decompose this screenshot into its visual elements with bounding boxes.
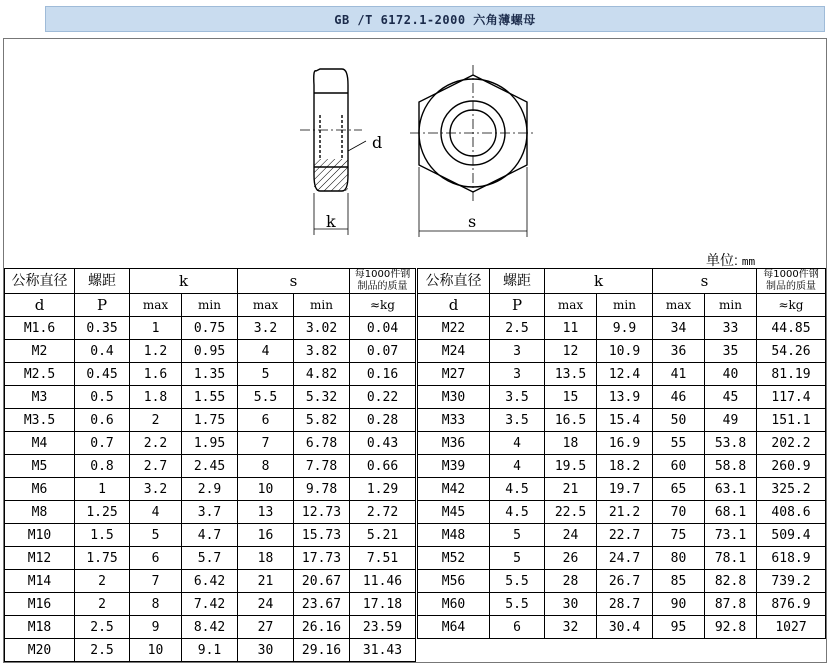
table-row (5, 386, 416, 409)
cell-k-min: 1.75 (182, 409, 238, 432)
side-view (300, 69, 366, 235)
table-row (5, 639, 416, 662)
cell-k-min: 5.7 (182, 547, 238, 570)
cell-mass: 5.21 (350, 524, 416, 547)
cell-d: M52 (418, 547, 490, 570)
header-k-max: max (130, 294, 182, 317)
cell-d: M56 (418, 570, 490, 593)
cell-d: M12 (5, 547, 75, 570)
cell-mass: 0.66 (350, 455, 416, 478)
cell-mass: 1027 (757, 616, 826, 639)
cell-k-min: 24.7 (597, 547, 653, 570)
cell-d: M18 (5, 616, 75, 639)
cell-p: 0.5 (75, 386, 130, 409)
cell-s-max: 70 (653, 501, 705, 524)
cell-s-max: 18 (238, 547, 294, 570)
header-k-min: min (182, 294, 238, 317)
header-d: d (418, 294, 490, 317)
cell-k-max: 18 (545, 432, 597, 455)
cell-k-max: 24 (545, 524, 597, 547)
cell-p: 5.5 (490, 593, 545, 616)
cell-k-min: 12.4 (597, 363, 653, 386)
cell-s-max: 5.5 (238, 386, 294, 409)
cell-mass: 618.9 (757, 547, 826, 570)
header-k: k (545, 269, 653, 294)
table-row (418, 386, 826, 409)
cell-k-max: 1.8 (130, 386, 182, 409)
cell-s-min: 58.8 (705, 455, 757, 478)
label-k: k (326, 212, 336, 231)
cell-s-max: 8 (238, 455, 294, 478)
cell-s-max: 7 (238, 432, 294, 455)
cell-s-min: 82.8 (705, 570, 757, 593)
cell-d: M33 (418, 409, 490, 432)
table-row (5, 501, 416, 524)
cell-k-max: 5 (130, 524, 182, 547)
cell-k-max: 3.2 (130, 478, 182, 501)
cell-s-min: 9.78 (294, 478, 350, 501)
header-s-min: min (294, 294, 350, 317)
cell-s-max: 36 (653, 340, 705, 363)
cell-mass: 54.26 (757, 340, 826, 363)
table-row (418, 317, 826, 340)
cell-mass: 325.2 (757, 478, 826, 501)
cell-k-max: 1.6 (130, 363, 182, 386)
cell-s-min: 17.73 (294, 547, 350, 570)
spec-table-right (417, 268, 826, 639)
cell-p: 2 (75, 570, 130, 593)
cell-k-max: 32 (545, 616, 597, 639)
header-mass (350, 269, 416, 294)
header-k-min: min (597, 294, 653, 317)
cell-k-min: 0.75 (182, 317, 238, 340)
cell-mass: 117.4 (757, 386, 826, 409)
table-row (5, 317, 416, 340)
header-p: P (75, 294, 130, 317)
table-row (5, 616, 416, 639)
table-row (5, 363, 416, 386)
header-s: s (238, 269, 350, 294)
table-row (5, 409, 416, 432)
header-d-cn: 公称直径 (5, 269, 75, 294)
cell-p: 0.35 (75, 317, 130, 340)
cell-d: M3.5 (5, 409, 75, 432)
cell-mass: 151.1 (757, 409, 826, 432)
cell-mass: 23.59 (350, 616, 416, 639)
cell-mass: 31.43 (350, 639, 416, 662)
cell-p: 0.8 (75, 455, 130, 478)
cell-k-max: 7 (130, 570, 182, 593)
table-row (5, 593, 416, 616)
cell-d: M5 (5, 455, 75, 478)
table-row (418, 455, 826, 478)
cell-mass: 11.46 (350, 570, 416, 593)
table-row (418, 524, 826, 547)
cell-p: 2.5 (490, 317, 545, 340)
table-row (5, 340, 416, 363)
cell-p: 5.5 (490, 570, 545, 593)
cell-p: 2.5 (75, 616, 130, 639)
cell-s-max: 34 (653, 317, 705, 340)
cell-k-max: 6 (130, 547, 182, 570)
table-row (5, 432, 416, 455)
cell-s-min: 5.82 (294, 409, 350, 432)
cell-s-min: 3.02 (294, 317, 350, 340)
table-row (5, 478, 416, 501)
cell-k-min: 13.9 (597, 386, 653, 409)
cell-k-min: 10.9 (597, 340, 653, 363)
cell-s-max: 75 (653, 524, 705, 547)
table-row (418, 409, 826, 432)
cell-mass: 509.4 (757, 524, 826, 547)
cell-s-max: 60 (653, 455, 705, 478)
cell-d: M1.6 (5, 317, 75, 340)
cell-d: M27 (418, 363, 490, 386)
cell-p: 0.45 (75, 363, 130, 386)
table-row (5, 524, 416, 547)
cell-k-max: 1 (130, 317, 182, 340)
header-mass-line2: 制品的质量 (766, 281, 816, 292)
cell-mass: 44.85 (757, 317, 826, 340)
unit-caption: 单位: (706, 252, 738, 268)
cell-k-max: 2 (130, 409, 182, 432)
cell-k-max: 15 (545, 386, 597, 409)
cell-k-max: 22.5 (545, 501, 597, 524)
table-row (418, 340, 826, 363)
cell-s-max: 41 (653, 363, 705, 386)
right-table-body (418, 317, 826, 639)
cell-p: 4.5 (490, 501, 545, 524)
header-s-max: max (238, 294, 294, 317)
cell-k-max: 9 (130, 616, 182, 639)
cell-k-min: 1.35 (182, 363, 238, 386)
cell-k-max: 2.2 (130, 432, 182, 455)
cell-p: 1 (75, 478, 130, 501)
cell-d: M36 (418, 432, 490, 455)
cell-d: M42 (418, 478, 490, 501)
cell-s-max: 16 (238, 524, 294, 547)
cell-k-min: 1.55 (182, 386, 238, 409)
cell-k-min: 19.7 (597, 478, 653, 501)
header-mass-line2: 制品的质量 (357, 281, 408, 292)
cell-k-min: 3.7 (182, 501, 238, 524)
cell-d: M3 (5, 386, 75, 409)
cell-s-max: 90 (653, 593, 705, 616)
cell-mass: 876.9 (757, 593, 826, 616)
cell-s-min: 5.32 (294, 386, 350, 409)
cell-s-max: 65 (653, 478, 705, 501)
cell-s-max: 21 (238, 570, 294, 593)
cell-s-max: 4 (238, 340, 294, 363)
cell-k-min: 18.2 (597, 455, 653, 478)
cell-k-max: 28 (545, 570, 597, 593)
cell-s-min: 40 (705, 363, 757, 386)
cell-s-min: 20.67 (294, 570, 350, 593)
cell-d: M24 (418, 340, 490, 363)
cell-k-max: 30 (545, 593, 597, 616)
cell-d: M48 (418, 524, 490, 547)
cell-d: M10 (5, 524, 75, 547)
cell-k-min: 8.42 (182, 616, 238, 639)
cell-d: M64 (418, 616, 490, 639)
table-row (418, 501, 826, 524)
cell-s-min: 12.73 (294, 501, 350, 524)
cell-s-max: 13 (238, 501, 294, 524)
header-s-max: max (653, 294, 705, 317)
header-mass-unit: ≈kg (350, 294, 416, 317)
cell-d: M16 (5, 593, 75, 616)
cell-d: M20 (5, 639, 75, 662)
cell-p: 2.5 (75, 639, 130, 662)
header-mass-unit: ≈kg (757, 294, 826, 317)
label-s: s (468, 212, 477, 231)
table-row (418, 363, 826, 386)
cell-s-min: 3.82 (294, 340, 350, 363)
cell-p: 4 (490, 455, 545, 478)
cell-s-max: 46 (653, 386, 705, 409)
cell-k-min: 30.4 (597, 616, 653, 639)
table-row (418, 570, 826, 593)
header-p: P (490, 294, 545, 317)
cell-s-max: 24 (238, 593, 294, 616)
unit-value: mm (741, 255, 756, 268)
cell-k-max: 10 (130, 639, 182, 662)
cell-k-max: 2.7 (130, 455, 182, 478)
cell-k-min: 2.45 (182, 455, 238, 478)
cell-s-max: 80 (653, 547, 705, 570)
cell-s-max: 6 (238, 409, 294, 432)
cell-s-min: 29.16 (294, 639, 350, 662)
cell-p: 5 (490, 524, 545, 547)
cell-d: M39 (418, 455, 490, 478)
header-mass-line1: 每1000件钢 (354, 269, 411, 280)
cell-k-max: 4 (130, 501, 182, 524)
cell-p: 6 (490, 616, 545, 639)
cell-s-min: 6.78 (294, 432, 350, 455)
table-row (418, 432, 826, 455)
cell-d: M4 (5, 432, 75, 455)
cell-s-min: 15.73 (294, 524, 350, 547)
cell-d: M6 (5, 478, 75, 501)
cell-k-max: 12 (545, 340, 597, 363)
cell-s-min: 45 (705, 386, 757, 409)
cell-p: 0.7 (75, 432, 130, 455)
cell-s-min: 53.8 (705, 432, 757, 455)
cell-k-max: 16.5 (545, 409, 597, 432)
cell-k-min: 9.9 (597, 317, 653, 340)
header-k-max: max (545, 294, 597, 317)
cell-mass: 0.07 (350, 340, 416, 363)
cell-d: M45 (418, 501, 490, 524)
cell-p: 4 (490, 432, 545, 455)
header-p-cn: 螺距 (75, 269, 130, 294)
cell-k-min: 16.9 (597, 432, 653, 455)
cell-d: M2.5 (5, 363, 75, 386)
cell-s-min: 4.82 (294, 363, 350, 386)
table-row (418, 616, 826, 639)
cell-mass: 2.72 (350, 501, 416, 524)
cell-k-min: 6.42 (182, 570, 238, 593)
cell-k-max: 8 (130, 593, 182, 616)
cell-mass: 0.16 (350, 363, 416, 386)
cell-p: 0.6 (75, 409, 130, 432)
cell-mass: 1.29 (350, 478, 416, 501)
spec-table-left (4, 268, 416, 662)
table-row (5, 570, 416, 593)
cell-k-max: 21 (545, 478, 597, 501)
header-d-cn: 公称直径 (418, 269, 490, 294)
cell-s-max: 50 (653, 409, 705, 432)
table-row (418, 478, 826, 501)
cell-d: M22 (418, 317, 490, 340)
cell-p: 3.5 (490, 409, 545, 432)
cell-d: M30 (418, 386, 490, 409)
cell-s-max: 10 (238, 478, 294, 501)
cell-d: M60 (418, 593, 490, 616)
header-mass (757, 269, 826, 294)
cell-k-max: 13.5 (545, 363, 597, 386)
cell-s-min: 78.1 (705, 547, 757, 570)
cell-mass: 0.43 (350, 432, 416, 455)
cell-s-max: 27 (238, 616, 294, 639)
cell-k-min: 15.4 (597, 409, 653, 432)
cell-k-min: 0.95 (182, 340, 238, 363)
cell-s-min: 35 (705, 340, 757, 363)
cell-k-min: 7.42 (182, 593, 238, 616)
cell-k-max: 1.2 (130, 340, 182, 363)
cell-p: 0.4 (75, 340, 130, 363)
cell-s-max: 30 (238, 639, 294, 662)
cell-p: 3 (490, 363, 545, 386)
cell-p: 1.5 (75, 524, 130, 547)
table-row (418, 593, 826, 616)
cell-s-min: 68.1 (705, 501, 757, 524)
cell-mass: 0.04 (350, 317, 416, 340)
header-k: k (130, 269, 238, 294)
cell-p: 3.5 (490, 386, 545, 409)
cell-k-min: 28.7 (597, 593, 653, 616)
table-row (5, 547, 416, 570)
cell-p: 4.5 (490, 478, 545, 501)
cell-mass: 408.6 (757, 501, 826, 524)
cell-k-max: 19.5 (545, 455, 597, 478)
cell-s-min: 7.78 (294, 455, 350, 478)
unit-label (706, 250, 755, 270)
header-p-cn: 螺距 (490, 269, 545, 294)
cell-k-max: 11 (545, 317, 597, 340)
page-title: GB /T 6172.1-2000 六角薄螺母 (45, 6, 825, 32)
left-table-body (5, 317, 416, 662)
cell-s-min: 49 (705, 409, 757, 432)
cell-k-min: 2.9 (182, 478, 238, 501)
cell-p: 3 (490, 340, 545, 363)
cell-d: M14 (5, 570, 75, 593)
cell-s-max: 5 (238, 363, 294, 386)
cell-s-min: 26.16 (294, 616, 350, 639)
cell-k-max: 26 (545, 547, 597, 570)
cell-k-min: 9.1 (182, 639, 238, 662)
cell-k-min: 26.7 (597, 570, 653, 593)
cell-s-min: 23.67 (294, 593, 350, 616)
cell-k-min: 4.7 (182, 524, 238, 547)
cell-mass: 7.51 (350, 547, 416, 570)
cell-p: 1.25 (75, 501, 130, 524)
cell-k-min: 1.95 (182, 432, 238, 455)
cell-d: M2 (5, 340, 75, 363)
cell-k-min: 21.2 (597, 501, 653, 524)
cell-mass: 0.22 (350, 386, 416, 409)
cell-s-min: 92.8 (705, 616, 757, 639)
cell-s-min: 33 (705, 317, 757, 340)
cell-mass: 739.2 (757, 570, 826, 593)
cell-p: 1.75 (75, 547, 130, 570)
cell-p: 5 (490, 547, 545, 570)
header-s-min: min (705, 294, 757, 317)
cell-p: 2 (75, 593, 130, 616)
cell-mass: 81.19 (757, 363, 826, 386)
table-row (418, 547, 826, 570)
hex-nut-drawing (290, 55, 550, 245)
table-row (5, 455, 416, 478)
cell-s-min: 73.1 (705, 524, 757, 547)
cell-mass: 17.18 (350, 593, 416, 616)
header-s: s (653, 269, 757, 294)
cell-s-min: 87.8 (705, 593, 757, 616)
cell-s-max: 95 (653, 616, 705, 639)
label-d: d (372, 133, 383, 152)
cell-k-min: 22.7 (597, 524, 653, 547)
cell-mass: 260.9 (757, 455, 826, 478)
header-mass-line1: 每1000件钢 (763, 269, 819, 280)
cell-d: M8 (5, 501, 75, 524)
cell-s-max: 85 (653, 570, 705, 593)
header-d: d (5, 294, 75, 317)
cell-s-min: 63.1 (705, 478, 757, 501)
cell-mass: 0.28 (350, 409, 416, 432)
cell-s-max: 3.2 (238, 317, 294, 340)
cell-mass: 202.2 (757, 432, 826, 455)
cell-s-max: 55 (653, 432, 705, 455)
